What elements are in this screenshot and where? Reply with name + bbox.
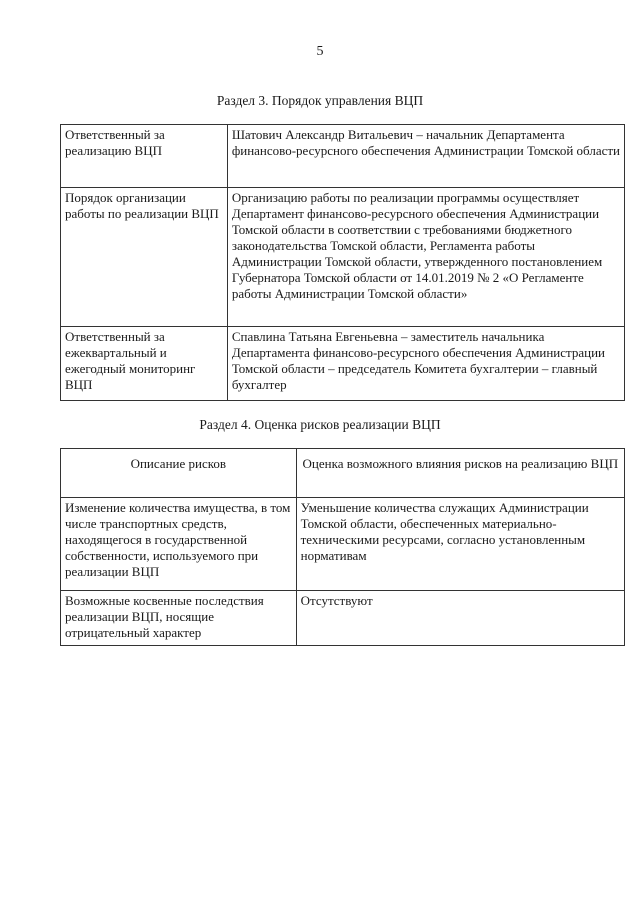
section-3-title: Раздел 3. Порядок управления ВЦП	[216, 93, 424, 108]
row-label: Ответственный за ежеквартальный и ежегодный мониторинг ВЦП	[61, 327, 228, 401]
row-value: Организацию работы по реализации программы осуществляет Департамент финансово-ресурсного обеспечения Администрации Томской области в соответствии с требованиями бюджетного законодательства Томской области, Регламента работы Администрации Томской области, утвержденного постановлением Губернатора Томской области от 14.01.2019 № 2 «О Регламенте работы Администрации Томской области»	[227, 188, 624, 327]
section-4-title: Раздел 4. Оценка рисков реализации ВЦП	[199, 417, 441, 432]
table-header-row	[61, 449, 625, 498]
risk-description: Возможные косвенные последствия реализации ВЦП, носящие отрицательный характер	[61, 591, 297, 646]
row-value: Шатович Александр Витальевич – начальник Департамента финансово-ресурсного обеспечения Администрации Томской области	[227, 125, 624, 188]
header-risk-impact: Оценка возможного влияния рисков на реализацию ВЦП	[296, 449, 624, 498]
table-row	[61, 188, 625, 327]
row-label: Ответственный за реализацию ВЦП	[61, 125, 228, 188]
table-row	[61, 591, 625, 646]
table-row	[61, 327, 625, 401]
header-risk-description: Описание рисков	[61, 449, 297, 498]
row-label: Порядок организации работы по реализации ВЦП	[61, 188, 228, 327]
row-value: Спавлина Татьяна Евгеньевна – заместитель начальника Департамента финансово-ресурсного обеспечения Администрации Томской области – председатель Комитета бухгалтерии – главный бухгалтер	[227, 327, 624, 401]
management-table	[60, 124, 625, 401]
risks-table	[60, 448, 625, 646]
page-number: 5	[316, 44, 324, 59]
risk-impact: Уменьшение количества служащих Администрации Томской области, обеспеченных материально-техническими ресурсами, согласно установленным нормативам	[296, 498, 624, 591]
risk-impact: Отсутствуют	[296, 591, 624, 646]
table-row	[61, 125, 625, 188]
risk-description: Изменение количества имущества, в том числе транспортных средств, находящегося в государственной собственности, используемого при реализации ВЦП	[61, 498, 297, 591]
table-row	[61, 498, 625, 591]
